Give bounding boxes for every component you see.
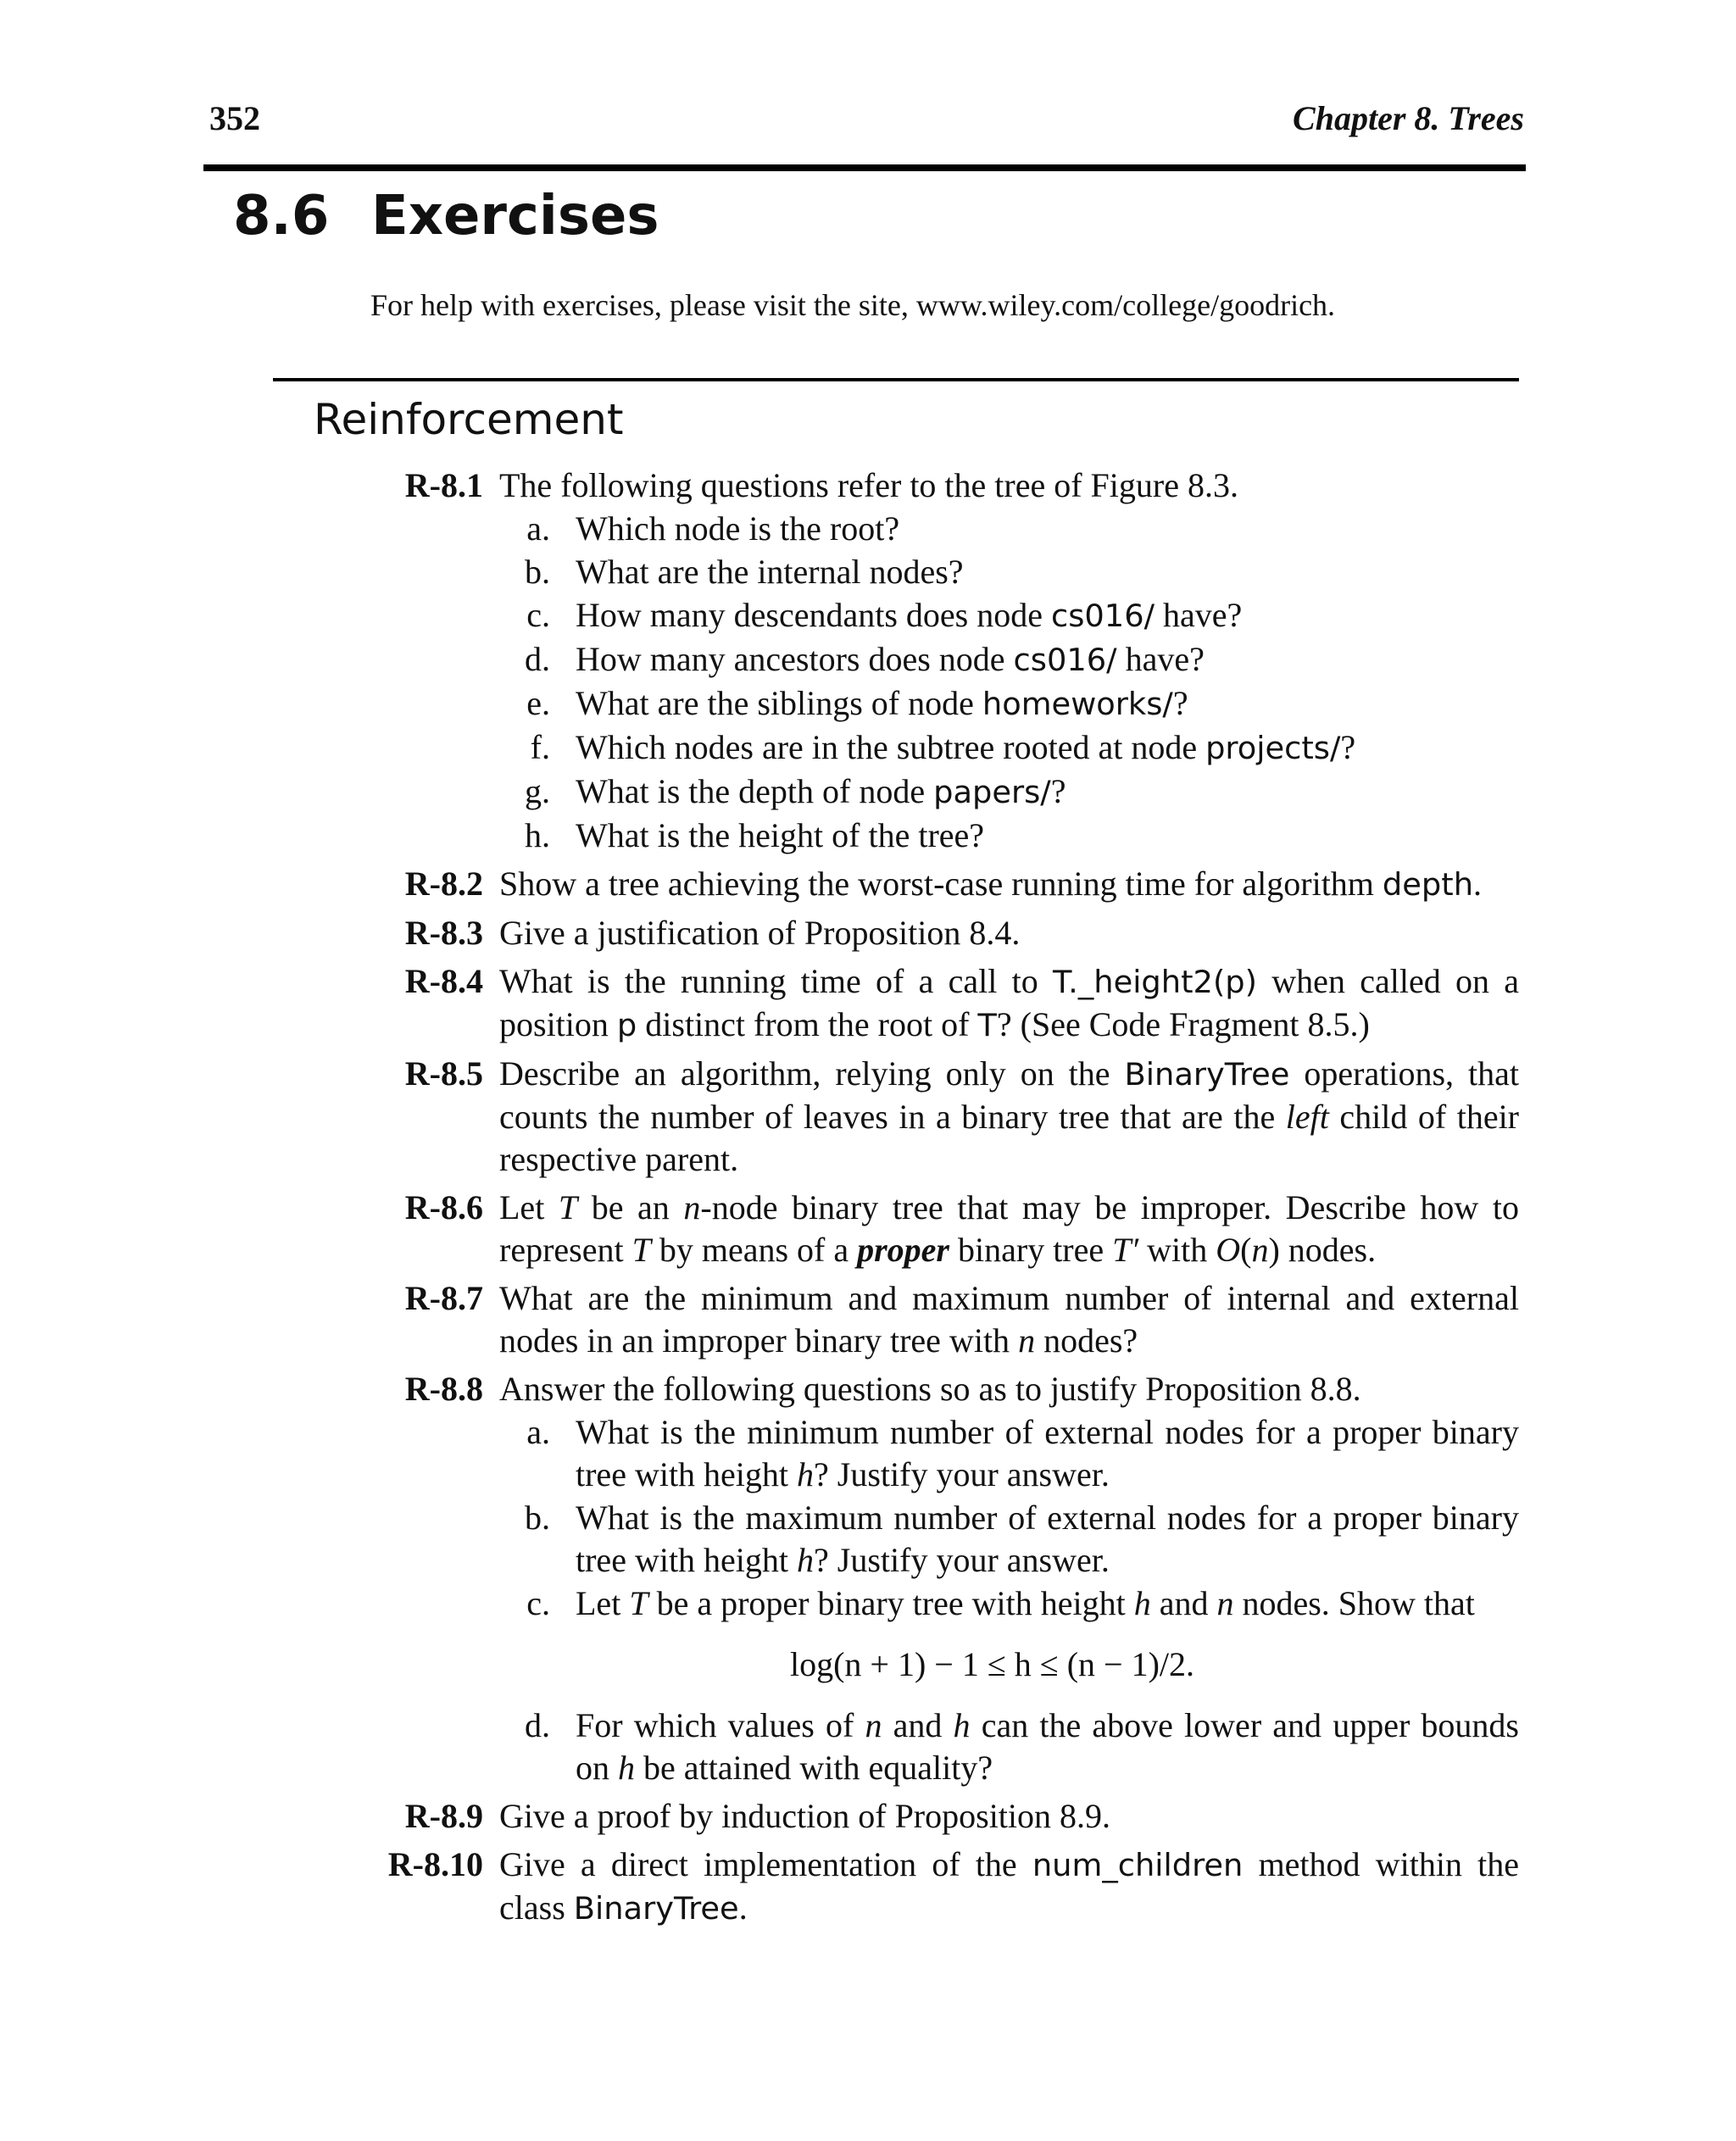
- exercise-label: R-8.5: [404, 1054, 483, 1093]
- code-text: cs016/: [1050, 598, 1155, 634]
- exercise-r8-9: R-8.9 Give a proof by induction of Proposition 8.9.: [381, 1795, 1519, 1838]
- exercise-part-b: b. What is the maximum number of external nodes for a proper binary tree with height h? Justify your answer.: [525, 1499, 1519, 1579]
- code-text: T._height2(p): [1053, 964, 1258, 1000]
- subsection-title: Reinforcement: [314, 395, 624, 444]
- exercise-part-b: b. What are the internal nodes?: [525, 553, 964, 591]
- exercise-part-a: a. What is the minimum number of external nodes for a proper binary tree with height h? Justify your answer.: [526, 1413, 1519, 1493]
- help-text: For help with exercises, please visit the site, www.wiley.com/college/goodrich.: [370, 288, 1336, 322]
- display-formula: log(n + 1) − 1 ≤ h ≤ (n − 1)/2.: [789, 1645, 1195, 1683]
- exercise-label: R-8.6: [404, 1188, 483, 1226]
- emphasis-text: left: [1285, 1098, 1329, 1136]
- code-text: projects/: [1205, 730, 1341, 766]
- code-text: T: [977, 1007, 997, 1043]
- top-rule: [203, 164, 1526, 171]
- exercise-text: The following questions refer to the tree of Figure 8.3.: [499, 466, 1238, 504]
- exercise-r8-1: [381, 464, 1519, 857]
- exercise-label: R-8.10: [387, 1845, 483, 1883]
- exercise-r8-3: R-8.3 Give a justification of Proposition 8.4.: [381, 912, 1519, 954]
- running-head: Chapter 8. Trees: [1293, 99, 1524, 137]
- exercise-part-f: f. Which nodes are in the subtree rooted at node projects/?: [530, 728, 1356, 766]
- code-text: p: [616, 1007, 637, 1043]
- code-text: BinaryTree: [573, 1890, 739, 1927]
- exercise-r8-6: R-8.6 Let T be an n-node binary tree that may be improper. Describe how to represent T by means of a proper binary tree T′ with O(n) nodes.: [381, 1187, 1519, 1271]
- exercise-label: R-8.8: [404, 1370, 483, 1408]
- exercise-text: Answer the following questions so as to justify Proposition 8.8.: [499, 1370, 1361, 1408]
- exercise-label: R-8.1: [404, 466, 483, 504]
- code-text: homeworks/: [982, 686, 1173, 722]
- exercise-r8-10: R-8.10 Give a direct implementation of the num_children method within the class BinaryTree.: [381, 1843, 1519, 1930]
- code-text: num_children: [1032, 1847, 1244, 1883]
- exercise-list: [381, 464, 1519, 1936]
- exercise-r8-7: R-8.7 What are the minimum and maximum number of internal and external nodes in an improper binary tree with n nodes?: [381, 1277, 1519, 1362]
- code-text: cs016/: [1013, 642, 1117, 678]
- exercise-part-e: e. What are the siblings of node homeworks/?: [526, 684, 1188, 722]
- subsection-rule: [273, 378, 1519, 381]
- exercise-r8-4: R-8.4 What is the running time of a call to T._height2(p) when called on a position p distinct from the root of T? (See Code Fragment 8.5.): [381, 960, 1519, 1047]
- exercise-part-a: a. Which node is the root?: [526, 509, 900, 548]
- exercise-part-g: g. What is the depth of node papers/?: [525, 772, 1066, 810]
- section-title: [233, 185, 659, 247]
- exercise-r8-2: R-8.2 Show a tree achieving the worst-case running time for algorithm depth.: [381, 863, 1519, 906]
- exercise-label: R-8.7: [404, 1279, 483, 1317]
- exercise-label: R-8.3: [404, 914, 483, 952]
- page-number: 352: [209, 99, 260, 137]
- section-title-text: Exercises: [371, 185, 659, 247]
- exercise-label: R-8.2: [404, 865, 483, 903]
- code-text: BinaryTree: [1124, 1056, 1290, 1093]
- exercise-r8-8: [381, 1368, 1519, 1789]
- exercise-part-d: d. For which values of n and h can the above lower and upper bounds on h be attained with equality?: [525, 1706, 1520, 1787]
- exercise-r8-5: R-8.5 Describe an algorithm, relying only on the BinaryTree operations, that counts the number of leaves in a binary tree that are the left child of their respective parent.: [381, 1053, 1519, 1181]
- code-text: papers/: [933, 774, 1051, 810]
- exercise-label: R-8.9: [404, 1797, 483, 1835]
- exercise-part-d: d. How many ancestors does node cs016/ have?: [525, 640, 1205, 678]
- code-text: depth: [1382, 866, 1474, 903]
- strong-text: proper: [857, 1231, 949, 1269]
- exercise-part-c: c. Let T be a proper binary tree with height h and n nodes. Show that: [526, 1584, 1475, 1622]
- exercise-label: R-8.4: [404, 962, 483, 1000]
- section-number: 8.6: [233, 185, 330, 247]
- exercise-part-h: h. What is the height of the tree?: [525, 816, 985, 854]
- exercise-part-c: c. How many descendants does node cs016/ have?: [526, 596, 1243, 634]
